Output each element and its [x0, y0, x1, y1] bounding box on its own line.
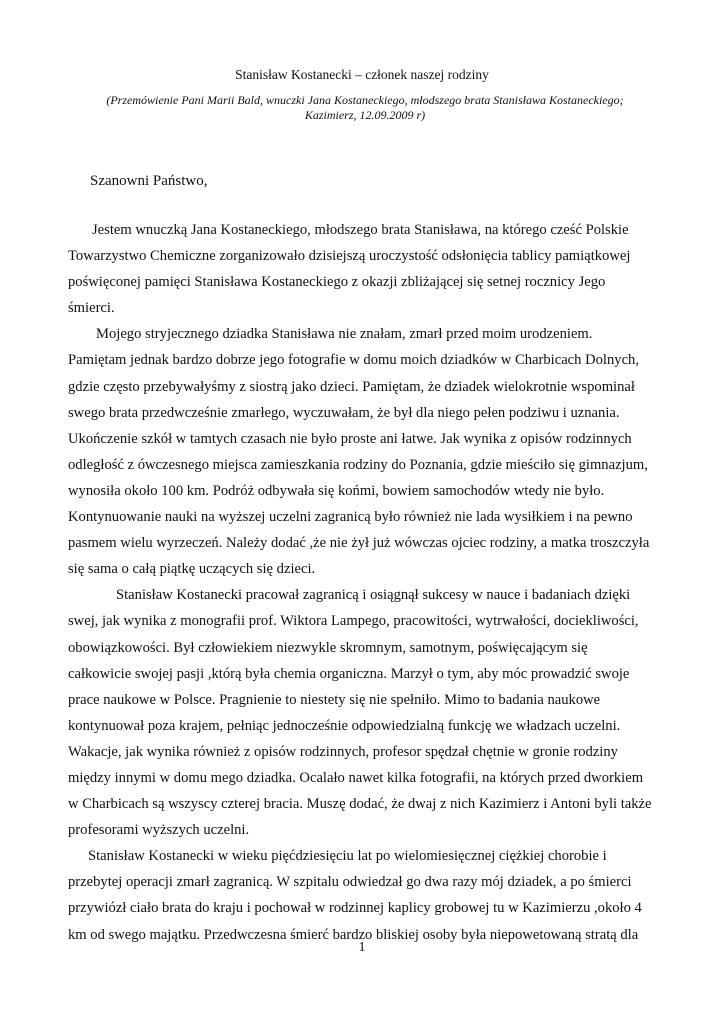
- text-line: przywiózł ciało brata do kraju i pochował w rodzinnej kaplicy grobowej tu w Kazimierzu ,około 4: [68, 900, 642, 917]
- text-line: Ukończenie szkół w tamtych czasach nie było proste ani łatwe. Jak wynika z opisów rodzinnych: [68, 430, 632, 447]
- text-line: między innymi w domu mego dziadka. Ocalało nawet kilka fotografii, na których przed dworkiem: [68, 769, 644, 786]
- page-number: 1: [358, 940, 366, 955]
- subtitle-line-1: (Przemówienie Pani Marii Bald, wnuczki Jana Kostaneckiego, młodszego brata Stanisława Kostaneckiego;: [106, 93, 624, 107]
- text-line: odległość z ówczesnego miejsca zamieszkania rodziny do Poznania, gdzie mieściło się gimnazjum,: [68, 456, 648, 473]
- text-line: gdzie często przebywałyśmy z siostrą jako dzieci. Pamiętam, że dziadek wielokrotnie wspominał: [68, 378, 635, 395]
- text-line: swego brata przedwcześnie zmarłego, wyczuwałam, że był dla niego pełen podziwu i uznania.: [68, 404, 620, 421]
- text-line: Stanisław Kostanecki pracował zagranicą i osiągnął sukcesy w nauce i badaniach dzięki: [116, 587, 631, 604]
- text-line: obowiązkowości. Był człowiekiem niezwykle skromnym, samotnym, poświęcającym się: [68, 639, 588, 656]
- greeting: Szanowni Państwo,: [90, 173, 208, 189]
- text-line: przebytej operacji zmarł zagranicą. W szpitalu odwiedzał go dwa razy mój dziadek, a po śmierci: [68, 874, 632, 891]
- text-line: swej, jak wynika z monografii prof. Wiktora Lampego, pracowitości, wytrwałości, dociekliwości,: [68, 613, 639, 630]
- text-line: śmierci.: [68, 300, 115, 317]
- text-line: Wakacje, jak wynika również z opisów rodzinnych, profesor spędzał chętnie w gronie rodziny: [68, 743, 618, 760]
- text-line: Pamiętam jednak bardzo dobrze jego fotografie w domu moich dziadków w Charbicach Dolnych,: [68, 352, 640, 369]
- speech-body: [68, 217, 658, 948]
- document-title: Stanisław Kostanecki – członek naszej rodziny: [235, 67, 489, 82]
- text-line: profesorami wyższych uczelni.: [68, 822, 250, 839]
- text-line: Kontynuowanie nauki na wyższej uczelni zagranicą było również nie lada wysiłkiem i na pewno: [68, 509, 633, 526]
- text-line: wynosiła około 100 km. Podróż odbywała się końmi, bowiem samochodów wtedy nie było.: [68, 482, 605, 499]
- text-line: pasmem wielu wyrzeczeń. Należy dodać ,że nie żył już wówczas ojciec rodziny, a matka troszczyła: [68, 535, 650, 552]
- text-line: całkowicie swojej pasji ,którą była chemia organiczna. Marzył o tym, aby móc prowadzić swoje: [68, 665, 630, 682]
- text-line: Towarzystwo Chemiczne zorganizowało dzisiejszą uroczystość odsłonięcia tablicy pamiątkowej: [68, 248, 631, 265]
- subtitle-line-2: Kazimierz, 12.09.2009 r): [304, 107, 426, 122]
- document-subtitle: [70, 93, 660, 122]
- text-line: prace naukowe w Polsce. Pragnienie to niestety się nie spełniło. Mimo to badania naukowe: [68, 691, 601, 708]
- text-line: poświęconej pamięci Stanisława Kostaneckiego z okazji zbliżającej się setnej rocznicy Jego: [68, 274, 606, 291]
- text-line: Jestem wnuczką Jana Kostaneckiego, młodszego brata Stanisława, na którego cześć Polskie: [92, 222, 629, 238]
- text-line: Stanisław Kostanecki w wieku pięćdziesięciu lat po wielomiesięcznej ciężkiej chorobie i: [88, 848, 607, 865]
- text-line: Mojego stryjecznego dziadka Stanisława nie znałam, zmarł przed moim urodzeniem.: [96, 326, 593, 343]
- text-line: w Charbicach są wszyscy czterej bracia. Muszę dodać, że dwaj z nich Kazimierz i Antoni byli także: [68, 796, 652, 813]
- text-line: się sama o całą piątkę uczących się dzieci.: [68, 561, 316, 578]
- text-line: km od swego majątku. Przedwczesna śmierć bardzo bliskiej osoby była niepowetowaną stratą dla: [68, 926, 639, 943]
- text-line: kontynuował poza krajem, pełniąc jednocześnie odpowiedzialną funkcję we władzach uczelni.: [68, 717, 621, 734]
